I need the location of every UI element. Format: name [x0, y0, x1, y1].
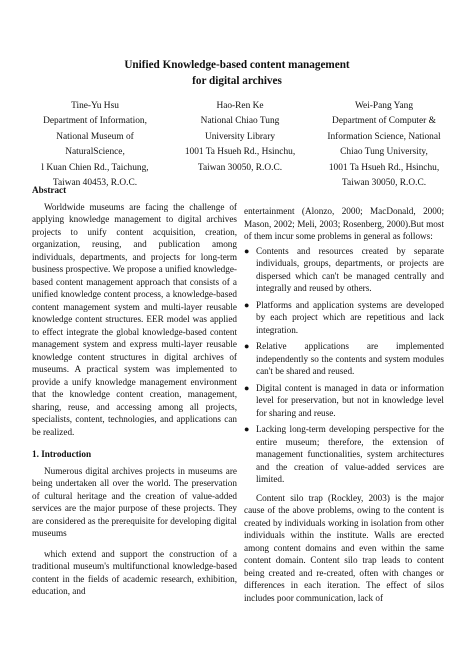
right-column — [244, 205, 444, 604]
author-1 — [24, 99, 166, 191]
affiliation-line: National Museum of — [56, 131, 134, 142]
author-3 — [314, 99, 454, 191]
left-column — [32, 184, 237, 598]
paper-title — [0, 57, 474, 89]
affiliation-line: l Kuan Chien Rd., Taichung, — [41, 162, 149, 173]
affiliation-line: University Library — [204, 131, 276, 142]
author-2 — [170, 99, 310, 191]
affiliation-line: Information Science, National — [327, 131, 441, 142]
intro-heading: 1. Introduction — [32, 449, 92, 459]
silo-paragraph: Content silo trap (Rockley, 2003) is the major cause of the above problems, owing to the content is created by individuals working in isolation from other individuals within the institute. Walls are erected among content domains and even within the same content domain. Content silo trap leads to content being created and re-created, often with changes or differences in each iteration. The effect of silos includes poor communication, lack of — [244, 492, 444, 603]
author-block — [24, 99, 454, 191]
list-item: ● Lacking long-term developing perspective for the entire museum; therefore, the extension of management functionalities, system architectures and the creation of value-added services are limited. — [244, 423, 444, 486]
intro-paragraph-1: Numerous digital archives projects in museums are being undertaken all over the world. The preservation of cultural heritage and the creation of value-added services are the major purpose of these projects. They are considered as the prerequisite for developing digital museums — [32, 465, 237, 538]
list-item: ● Platforms and application systems are developed by each project which are repetitious and lack integration. — [244, 299, 444, 337]
affiliation-line: Chiao Tung University, — [340, 147, 428, 158]
affiliation-line: Department of Information, — [43, 116, 147, 127]
affiliation-line: NaturalScience, — [65, 147, 125, 158]
affiliation-line: 1001 Ta Hsueh Rd., Hsinchu, — [184, 147, 296, 158]
abstract-text: Worldwide museums are facing the challenge of applying knowledge management to digital archives projects to unify content acquisition, creation, organization, reusing, and publication among individuals, departments, and projects for long-term business prospective. We propose a unified knowledge-based content management approach that consists of a unified knowledge content process, a knowledge-based content management system and multi-layer reusable knowledge content structures. EER model was applied to effect integrate the global knowledge-based content management system and express multi-layer reusable knowledge content structures in digital archives of museums. A practical system was implemented to provide a unify knowledge management environment that the knowledge content creation, management, sharing, reuse, and accessing among all projects, specialists, content, technologies, and applications can be realized. — [32, 201, 237, 437]
affiliation-line: Taiwan 30050, R.O.C. — [197, 162, 283, 173]
continued-paragraph: entertainment (Alonzo, 2000; MacDonald, 2000; Mason, 2002; Meli, 2003; Rosenberg, 2000).But most of them incur some problems in general as follows: — [244, 206, 444, 241]
affiliation-line: 1001 Ta Hsueh Rd., Hsinchu, — [328, 162, 440, 173]
list-item: ● Digital content is managed in data or information level for preservation, but not in knowledge level for sharing and reuse. — [244, 382, 444, 420]
author-name: Wei-Pang Yang — [354, 101, 414, 111]
author-name: Tine-Yu Hsu — [71, 101, 119, 111]
author-name: Hao-Ren Ke — [216, 101, 264, 111]
list-item: ● Relative applications are implemented independently so the contents and system modules can't be shared and reused. — [244, 340, 444, 378]
affiliation-line: Taiwan 40453, R.O.C. — [52, 178, 138, 189]
abstract-heading: Abstract — [32, 185, 67, 195]
list-item: ● Contents and resources created by separate individuals, groups, departments, or projects are dispersed which can't be managed centrally and integrally and reused by others. — [244, 245, 444, 295]
title-line-1: Unified Knowledge-based content management — [124, 59, 350, 71]
problem-list — [244, 245, 444, 486]
affiliation-line: Taiwan 30050, R.O.C. — [341, 178, 427, 189]
affiliation-line: National Chiao Tung — [200, 116, 280, 127]
title-line-2: for digital archives — [192, 75, 282, 87]
affiliation-line: Department of Computer & — [332, 116, 436, 127]
intro-paragraph-2: which extend and support the construction of a traditional museum's multifunctional knowledge-based content in the fields of academic research, exhibition, education, and — [32, 548, 237, 596]
